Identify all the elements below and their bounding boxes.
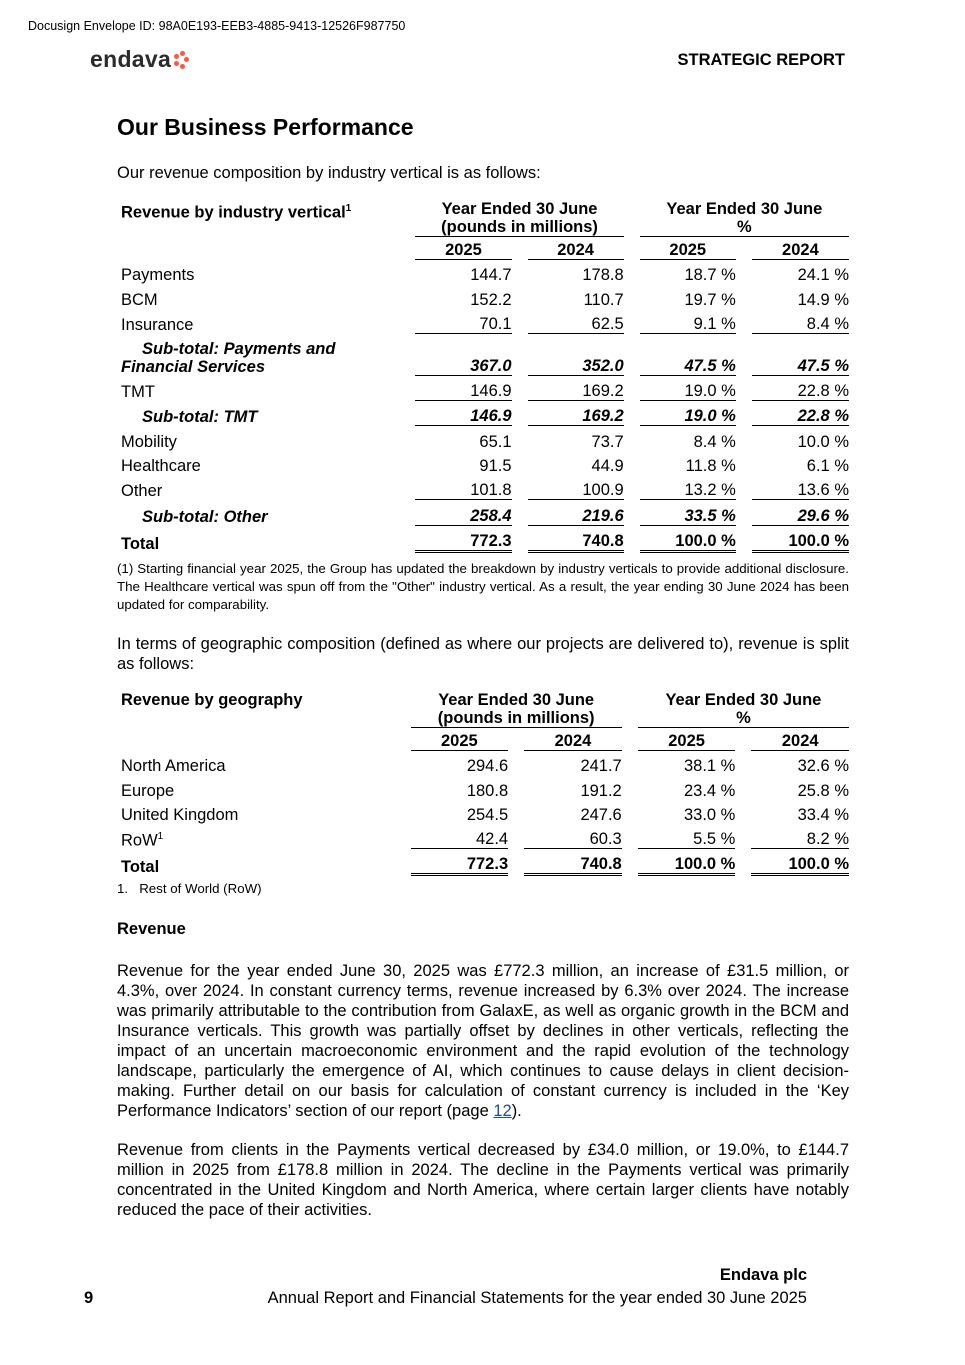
- year-header: 2025: [640, 237, 736, 260]
- table-row: North America 294.6 241.7 38.1 % 32.6 %: [121, 757, 849, 776]
- total-row: Total 772.3 740.8 100.0 % 100.0 %: [117, 849, 849, 876]
- industry-vertical-table: [117, 200, 849, 553]
- table-row: Europe 180.8 191.2 23.4 % 25.8 %: [121, 781, 849, 800]
- revenue-heading: Revenue: [117, 920, 186, 938]
- table-row: Mobility 65.1 73.7 8.4 % 10.0 %: [121, 432, 849, 451]
- page-12-link[interactable]: 12: [493, 1102, 512, 1120]
- group-header-pounds: Year Ended 30 June (pounds in millions): [415, 200, 623, 237]
- industry-label-header: Revenue by industry vertical$^1$: [121, 203, 352, 222]
- geography-footnote: 1. Rest of World (RoW): [117, 881, 262, 896]
- logo-mark-icon: [174, 51, 192, 69]
- year-header: 2025: [415, 237, 511, 260]
- footer-title: Annual Report and Financial Statements for the year ended 30 June 2025: [267, 1289, 807, 1307]
- industry-footnote: (1) Starting financial year 2025, the Group has updated the breakdown by industry verticals to provide additional disclosure. The Healthcare vertical was spun off from the "Other" industry vertical. As a result, the year ending 30 June 2024 has been updated for comparability.: [117, 561, 849, 612]
- year-header: 2024: [751, 728, 849, 751]
- group-header-pounds: Year Ended 30 June (pounds in millions): [411, 691, 622, 728]
- year-header: 2025: [638, 728, 736, 751]
- table-row: TMT 146.9 169.2 19.0 % 22.8 %: [117, 376, 849, 401]
- geography-intro: In terms of geographic composition (defined as where our projects are delivered to), revenue is split as follows:: [117, 635, 849, 673]
- group-header-percent: Year Ended 30 June %: [640, 200, 849, 237]
- year-header: 2024: [524, 728, 622, 751]
- subtotal-row: Sub-total: TMT 146.9 169.2 19.0 % 22.8 %: [117, 401, 849, 426]
- docusign-envelope-id: Docusign Envelope ID: 98A0E193-EEB3-4885-9413-12526F987750: [28, 19, 406, 33]
- total-row: Total 772.3 740.8 100.0 % 100.0 %: [117, 526, 849, 553]
- table-row: RoW$^1$ 42.4 60.3 5.5 % 8.2 %: [117, 824, 849, 849]
- industry-intro: Our revenue composition by industry vertical is as follows:: [117, 164, 541, 182]
- table-row: Insurance 70.1 62.5 9.1 % 8.4 %: [117, 309, 849, 334]
- logo-text: endava: [90, 46, 172, 72]
- subtotal-row: Sub-total: Payments and Financial Services 367.0 352.0 47.5 % 47.5 %: [117, 334, 849, 376]
- table-row: Healthcare 91.5 44.9 11.8 % 6.1 %: [121, 457, 849, 476]
- table-row: Other 101.8 100.9 13.2 % 13.6 %: [117, 475, 849, 500]
- page-title: Our Business Performance: [117, 114, 414, 140]
- endava-logo: [90, 46, 192, 73]
- section-label: STRATEGIC REPORT: [677, 51, 845, 69]
- geography-label-header: Revenue by geography: [121, 691, 303, 709]
- table-row: Payments 144.7 178.8 18.7 % 24.1 %: [121, 266, 849, 285]
- subtotal-row: Sub-total: Other 258.4 219.6 33.5 % 29.6 %: [117, 500, 849, 525]
- group-header-percent: Year Ended 30 June %: [638, 691, 849, 728]
- revenue-paragraph-2: Revenue from clients in the Payments vertical decreased by £34.0 million, or 19.0%, to £144.7 million in 2025 from £178.8 million in 2024. The decline in the Payments vertical was primarily concentrated in the United Kingdom and North America, where certain larger clients have notably reduced the pace of their activities.: [117, 1141, 849, 1219]
- year-header: 2024: [528, 237, 624, 260]
- footer-company: Endava plc: [719, 1266, 807, 1284]
- table-row: United Kingdom 254.5 247.6 33.0 % 33.4 %: [121, 805, 849, 824]
- geography-table: [117, 691, 849, 876]
- year-header: 2024: [752, 237, 849, 260]
- table-row: BCM 152.2 110.7 19.7 % 14.9 %: [121, 290, 849, 309]
- year-header: 2025: [411, 728, 509, 751]
- page-number: 9: [84, 1289, 94, 1307]
- revenue-paragraph-1: Revenue for the year ended June 30, 2025 was £772.3 million, an increase of £31.5 million, or 4.3%, over 2024. In constant currency terms, revenue increased by 6.3% over 2024. The increase was primarily attributable to the contribution from GalaxE, as well as organic growth in the BCM and Insurance verticals. This growth was partially offset by declines in other verticals, reflecting the impact of an uncertain macroeconomic environment and the rapid evolution of the technology landscape, particularly the emergence of AI, which continues to cause delays in client decision-making. Further detail on our basis for calculation of constant currency is included in the ‘Key Performance Indicators’ section of our report (page 12).: [117, 962, 849, 1120]
